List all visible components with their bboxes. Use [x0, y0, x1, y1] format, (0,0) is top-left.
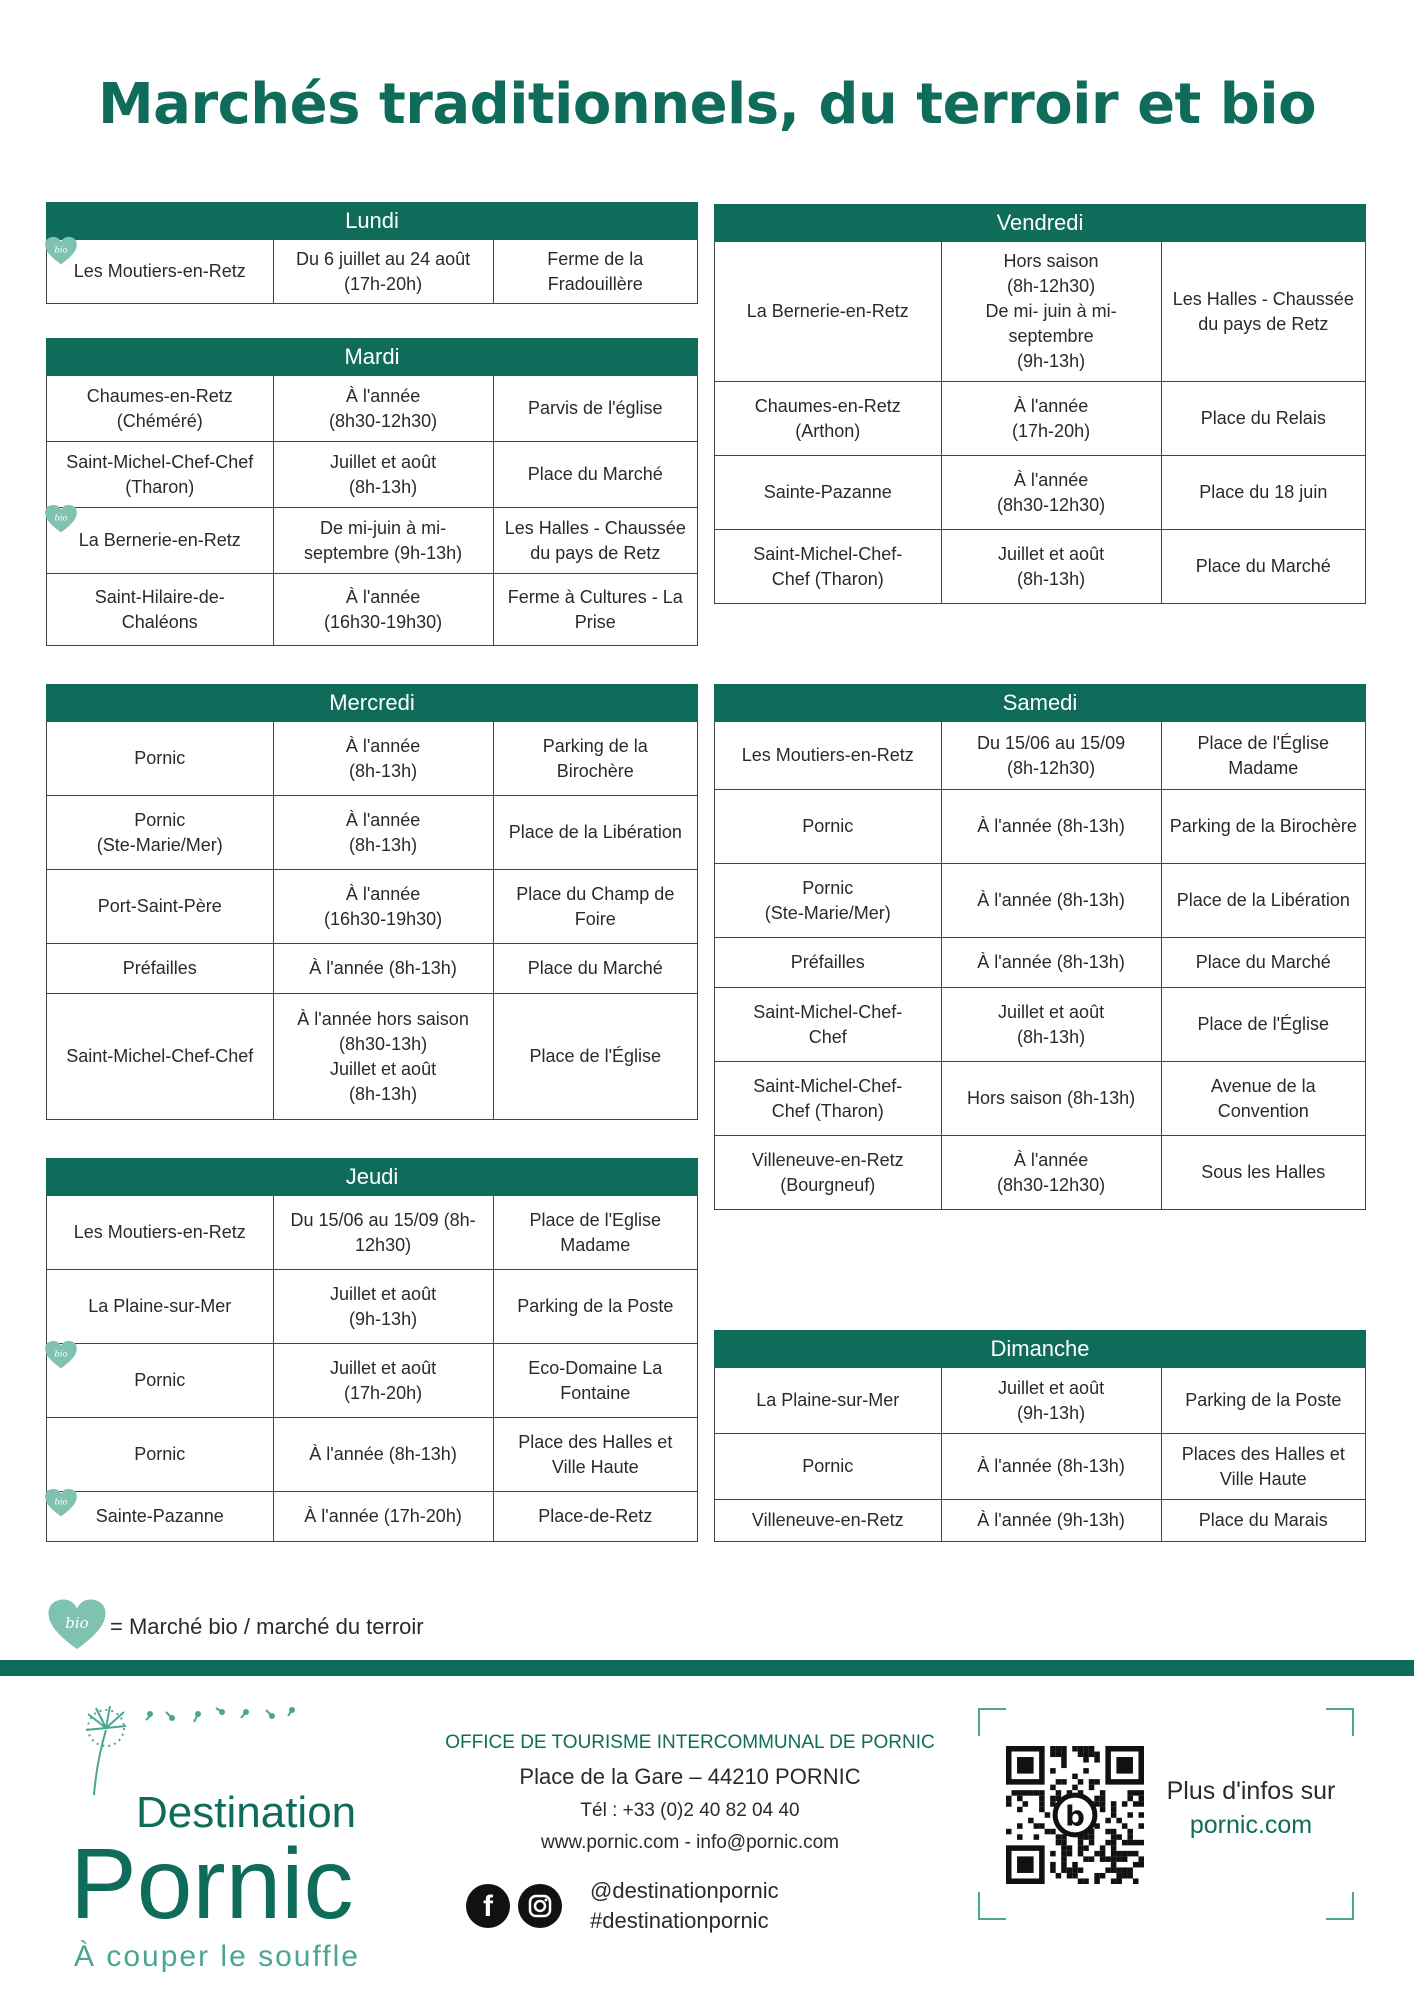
market-town: Chaumes-en-Retz (Chéméré)	[47, 376, 274, 442]
market-location: Parking de la Poste	[493, 1270, 697, 1344]
destination-pornic-logo	[66, 1700, 386, 1990]
dandelion-icon	[66, 1700, 326, 1800]
more-info-text	[1166, 1774, 1336, 1842]
social-handle[interactable]: @destinationpornic	[590, 1878, 779, 1903]
day-header-vendredi: Vendredi	[715, 205, 1366, 242]
day-header-jeudi: Jeudi	[47, 1159, 698, 1196]
market-town: Préfailles	[715, 938, 942, 988]
market-row	[47, 376, 698, 442]
office-phone: Tél : +33 (0)2 40 82 04 40	[580, 1800, 800, 1821]
market-schedule: Juillet et août (17h-20h)	[273, 1344, 493, 1418]
market-location: Place des Halles et Ville Haute	[493, 1418, 697, 1492]
market-town: La Plaine-sur-Mer	[715, 1368, 942, 1434]
market-row	[47, 442, 698, 508]
market-location: Place du 18 juin	[1161, 456, 1365, 530]
office-info	[430, 1732, 950, 1854]
market-location: Place de la Libération	[493, 796, 697, 870]
office-address: Place de la Gare – 44210 PORNIC	[519, 1764, 861, 1789]
market-row	[47, 796, 698, 870]
market-schedule: À l'année (8h30-12h30)	[941, 1136, 1161, 1210]
office-name: OFFICE DE TOURISME INTERCOMMUNAL DE PORNIC	[445, 1732, 935, 1753]
market-location: Place du Marché	[1161, 530, 1365, 604]
market-town: Saint-Michel-Chef-Chef (Tharon)	[47, 442, 274, 508]
market-town: Saint-Michel-Chef-Chef	[47, 994, 274, 1120]
dimanche-table	[714, 1330, 1366, 1542]
market-row	[715, 938, 1366, 988]
logo-tagline: À couper le souffle	[74, 1940, 360, 1973]
market-town: bio Pornic	[47, 1344, 274, 1418]
market-schedule: Hors saison (8h-13h)	[941, 1062, 1161, 1136]
market-town: Villeneuve-en-Retz	[715, 1500, 942, 1542]
market-town: Chaumes-en-Retz (Arthon)	[715, 382, 942, 456]
market-row	[47, 574, 698, 646]
bio-heart-icon	[46, 1598, 108, 1652]
day-header-lundi: Lundi	[47, 203, 698, 240]
bio-heart-icon	[44, 1488, 78, 1518]
samedi-table	[714, 684, 1366, 1210]
market-town: Préfailles	[47, 944, 274, 994]
more-info-line: Plus d'infos sur	[1166, 1777, 1336, 1805]
market-location: Place du Champ de Foire	[493, 870, 697, 944]
market-schedule: Du 15/06 au 15/09 (8h- 12h30)	[273, 1196, 493, 1270]
market-row	[47, 994, 698, 1120]
mardi-table	[46, 338, 698, 646]
market-schedule: Hors saison (8h-12h30) De mi- juin à mi- septembre (9h-13h)	[941, 242, 1161, 382]
market-schedule: Juillet et août (9h-13h)	[273, 1270, 493, 1344]
market-row	[47, 1418, 698, 1492]
market-schedule: Du 15/06 au 15/09 (8h-12h30)	[941, 722, 1161, 790]
svg-text:b: b	[1065, 1799, 1085, 1833]
day-header-mardi: Mardi	[47, 339, 698, 376]
market-location: Parking de la Poste	[1161, 1368, 1365, 1434]
market-town: Port-Saint-Père	[47, 870, 274, 944]
market-town: Villeneuve-en-Retz (Bourgneuf)	[715, 1136, 942, 1210]
market-row	[47, 1492, 698, 1542]
market-row	[715, 1136, 1366, 1210]
market-schedule: À l'année (8h-13h)	[273, 796, 493, 870]
market-location: Place de la Libération	[1161, 864, 1365, 938]
market-schedule: À l'année (8h-13h)	[273, 944, 493, 994]
market-location: Place du Marais	[1161, 1500, 1365, 1542]
market-schedule: À l'année (8h-13h)	[941, 1434, 1161, 1500]
market-town: Les Moutiers-en-Retz	[47, 1196, 274, 1270]
market-schedule: Juillet et août (8h-13h)	[941, 530, 1161, 604]
bio-heart-icon	[44, 1340, 78, 1370]
facebook-icon[interactable]: f	[466, 1884, 510, 1928]
social-hashtag[interactable]: #destinationpornic	[590, 1908, 769, 1933]
market-row	[47, 870, 698, 944]
social-block	[466, 1876, 806, 1946]
market-town: Pornic	[715, 1434, 942, 1500]
market-row	[715, 382, 1366, 456]
day-header-samedi: Samedi	[715, 685, 1366, 722]
market-town: Sainte-Pazanne	[715, 456, 942, 530]
day-header-mercredi: Mercredi	[47, 685, 698, 722]
bio-heart-icon	[44, 504, 78, 534]
market-location: Place de l'Église	[1161, 988, 1365, 1062]
market-schedule: À l'année (8h-13h)	[273, 1418, 493, 1492]
market-schedule: À l'année (8h-13h)	[941, 938, 1161, 988]
market-location: Ferme de la Fradouillère	[493, 240, 697, 304]
market-location: Place du Relais	[1161, 382, 1365, 456]
market-location: Place de l'Église	[493, 994, 697, 1120]
market-row	[715, 988, 1366, 1062]
vendredi-table	[714, 204, 1366, 604]
market-location: Les Halles - Chaussée du pays de Retz	[1161, 242, 1365, 382]
market-row	[715, 864, 1366, 938]
market-town: Saint-Michel-Chef- Chef (Tharon)	[715, 530, 942, 604]
market-town: Pornic	[715, 790, 942, 864]
footer-band	[0, 1660, 1414, 1676]
market-town: La Plaine-sur-Mer	[47, 1270, 274, 1344]
market-schedule: À l'année (16h30-19h30)	[273, 870, 493, 944]
svg-text:bio: bio	[54, 1496, 68, 1507]
svg-text:bio: bio	[54, 1348, 68, 1359]
market-row	[715, 530, 1366, 604]
market-location: Sous les Halles	[1161, 1136, 1365, 1210]
day-header-dimanche: Dimanche	[715, 1331, 1366, 1368]
market-town: Pornic	[47, 1418, 274, 1492]
instagram-icon[interactable]	[518, 1884, 562, 1928]
market-town: bio La Bernerie-en-Retz	[47, 508, 274, 574]
market-town: Les Moutiers-en-Retz	[715, 722, 942, 790]
market-schedule: À l'année (17h-20h)	[941, 382, 1161, 456]
more-info-url[interactable]: pornic.com	[1189, 1811, 1313, 1839]
market-row	[715, 1434, 1366, 1500]
lundi-table	[46, 202, 698, 304]
market-row	[715, 1500, 1366, 1542]
market-row	[47, 1196, 698, 1270]
market-schedule: À l'année (9h-13h)	[941, 1500, 1161, 1542]
market-town: La Bernerie-en-Retz	[715, 242, 942, 382]
market-location: Parking de la Birochère	[1161, 790, 1365, 864]
market-schedule: À l'année (8h30-12h30)	[941, 456, 1161, 530]
market-schedule: À l'année (8h30-12h30)	[273, 376, 493, 442]
legend-text: = Marché bio / marché du terroir	[110, 1614, 424, 1639]
market-town: Pornic	[47, 722, 274, 796]
market-schedule: À l'année (8h-13h)	[941, 790, 1161, 864]
market-location: Place du Marché	[493, 944, 697, 994]
market-row	[47, 1270, 698, 1344]
market-schedule: À l'année (17h-20h)	[273, 1492, 493, 1542]
market-row	[47, 508, 698, 574]
market-row	[715, 1062, 1366, 1136]
market-schedule: À l'année hors saison (8h30-13h) Juillet et août (8h-13h)	[273, 994, 493, 1120]
market-location: Ferme à Cultures - La Prise	[493, 574, 697, 646]
market-location: Parking de la Birochère	[493, 722, 697, 796]
market-location: Parvis de l'église	[493, 376, 697, 442]
logo-line1: Destination	[136, 1788, 357, 1837]
jeudi-table	[46, 1158, 698, 1542]
market-schedule: À l'année (8h-13h)	[273, 722, 493, 796]
svg-text:bio: bio	[54, 244, 68, 255]
market-town: bio Sainte-Pazanne	[47, 1492, 274, 1542]
svg-text:bio: bio	[54, 512, 68, 523]
market-town: Saint-Hilaire-de- Chaléons	[47, 574, 274, 646]
market-row	[47, 944, 698, 994]
more-info-box	[978, 1708, 1354, 1920]
logo-line2: Pornic	[70, 1828, 354, 1940]
market-town: bio Les Moutiers-en-Retz	[47, 240, 274, 304]
market-location: Place du Marché	[493, 442, 697, 508]
market-town: Saint-Michel-Chef- Chef	[715, 988, 942, 1062]
mercredi-table	[46, 684, 698, 1120]
market-location: Place de l'Église Madame	[1161, 722, 1365, 790]
market-town: Pornic (Ste-Marie/Mer)	[715, 864, 942, 938]
qr-code-icon[interactable]	[1006, 1746, 1144, 1884]
market-schedule: À l'année (8h-13h)	[941, 864, 1161, 938]
market-schedule: À l'année (16h30-19h30)	[273, 574, 493, 646]
market-row	[715, 1368, 1366, 1434]
market-schedule: Juillet et août (8h-13h)	[941, 988, 1161, 1062]
market-row	[47, 722, 698, 796]
market-location: Place-de-Retz	[493, 1492, 697, 1542]
market-location: Eco-Domaine La Fontaine	[493, 1344, 697, 1418]
market-location: Places des Halles et Ville Haute	[1161, 1434, 1365, 1500]
market-row	[715, 722, 1366, 790]
market-location: Place du Marché	[1161, 938, 1365, 988]
market-location: Avenue de la Convention	[1161, 1062, 1365, 1136]
market-town: Pornic (Ste-Marie/Mer)	[47, 796, 274, 870]
office-web[interactable]: www.pornic.com - info@pornic.com	[540, 1832, 840, 1853]
svg-text:bio: bio	[65, 1614, 89, 1632]
market-row	[715, 456, 1366, 530]
market-schedule: Juillet et août (8h-13h)	[273, 442, 493, 508]
market-schedule: Du 6 juillet au 24 août (17h-20h)	[273, 240, 493, 304]
market-location: Place de l'Eglise Madame	[493, 1196, 697, 1270]
market-row	[715, 790, 1366, 864]
bio-heart-icon	[44, 236, 78, 266]
market-row	[47, 240, 698, 304]
market-town: Saint-Michel-Chef- Chef (Tharon)	[715, 1062, 942, 1136]
market-schedule: De mi-juin à mi- septembre (9h-13h)	[273, 508, 493, 574]
market-location: Les Halles - Chaussée du pays de Retz	[493, 508, 697, 574]
page-title: Marchés traditionnels, du terroir et bio	[97, 72, 1317, 137]
market-row	[715, 242, 1366, 382]
market-schedule: Juillet et août (9h-13h)	[941, 1368, 1161, 1434]
market-row	[47, 1344, 698, 1418]
